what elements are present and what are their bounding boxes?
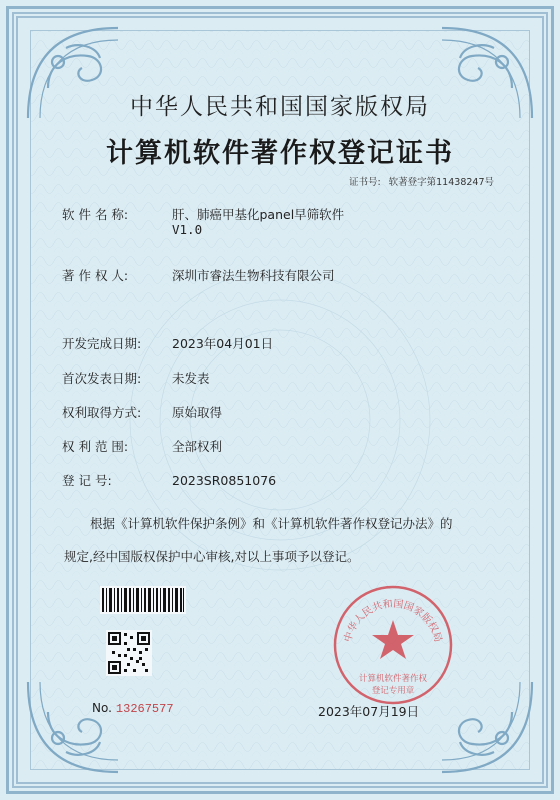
field-label: 首次发表日期: [62,371,142,386]
qr-code-icon [106,630,152,676]
field-value: 深圳市睿法生物科技有限公司 [172,268,335,283]
field-label: 开发完成日期: [62,336,142,351]
issue-date: 2023年07月19日 [318,704,420,719]
field-label: 权 利 范 围: [62,439,129,454]
field-label: 登 记 号: [62,473,112,488]
field-value: 2023年04月01日 [172,336,274,351]
statement-line-1: 根据《计算机软件保护条例》和《计算机软件著作权登记办法》的 [90,516,453,531]
serial-number-label: No. [92,701,112,715]
field-completion-date [62,334,273,352]
field-label: 著 作 权 人: [62,268,129,283]
seal-ring-text: 中华人民共和国国家版权局 [342,598,444,644]
seal-line-1: 计算机软件著作权 [358,674,427,684]
corner-ornament-icon [18,672,138,782]
certificate-number [341,174,494,188]
serial-number-value: 13267577 [115,702,174,716]
statement-line-2: 规定,经中国版权保护中心审核,对以上事项予以登记。 [64,549,360,564]
field-software-name [62,205,344,223]
field-acquisition-method [62,403,222,421]
field-value: 2023SR0851076 [172,473,277,488]
certificate-number-label: 证书号: [348,177,381,188]
field-value: 全部权利 [172,439,223,454]
field-value: 肝、肺癌甲基化panel早筛软件 [172,207,345,222]
issuer-title: 中华人民共和国国家版权局 [130,94,430,120]
field-first-publication-date [62,369,210,387]
barcode-icon [100,586,186,614]
field-label: 权利取得方式: [62,405,142,420]
field-value: 未发表 [172,371,210,386]
field-label: 软 件 名 称: [62,207,129,222]
field-copyright-owner [62,266,335,284]
field-registration-number [62,471,276,489]
serial-number [92,701,174,716]
field-rights-scope [62,437,222,455]
certificate-number-value: 软著登字第11438247号 [388,177,494,188]
field-value: 原始取得 [172,405,223,420]
seal-line-2: 登记专用章 [371,686,415,696]
certificate-title: 计算机软件著作权登记证书 [106,138,454,169]
software-version: V1.0 [172,222,203,237]
